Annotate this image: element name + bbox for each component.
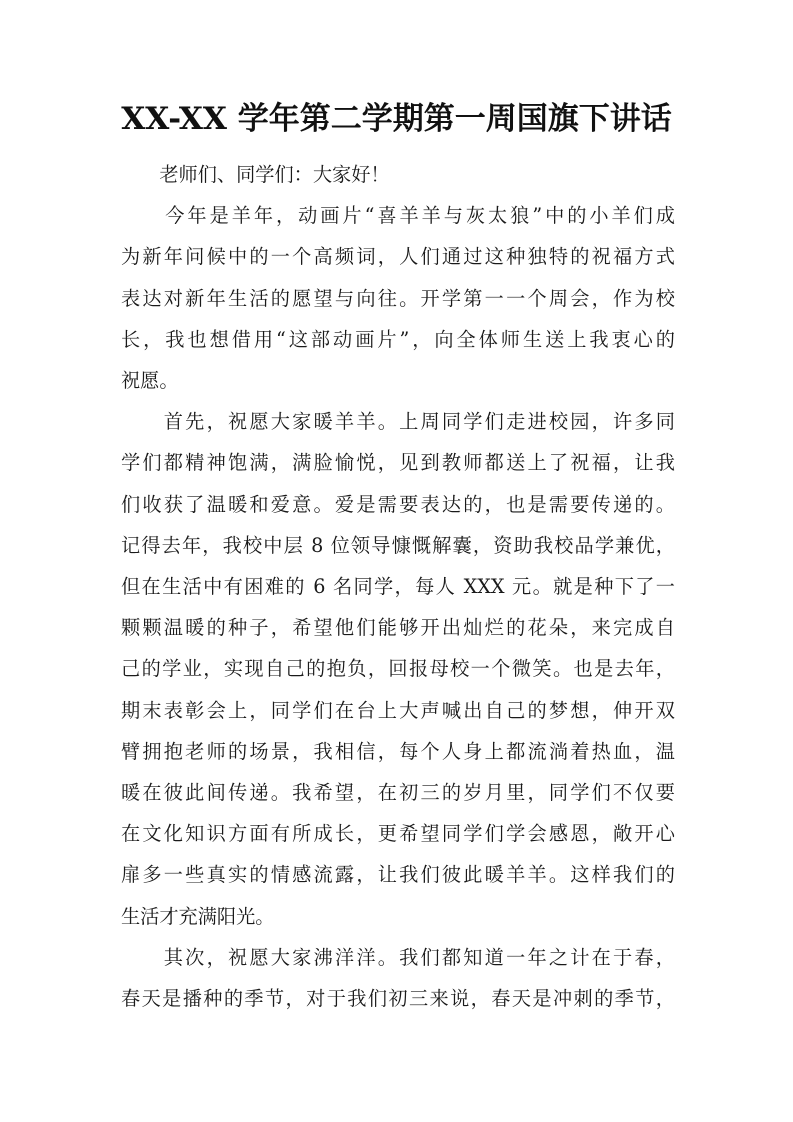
text-line: 暖在彼此间传递。我希望，在初三的岁月里，同学们不仅要 [121, 781, 675, 805]
text-line: 期末表彰会上，同学们在台上大声喊出自己的梦想，伸开双 [121, 698, 675, 722]
paragraph-second-wish [121, 937, 675, 1019]
paragraph-first-wish [121, 401, 675, 937]
paragraph-greeting [121, 154, 675, 195]
text-line: 们收获了温暖和爱意。爱是需要表达的，也是需要传递的。 [121, 492, 675, 516]
text-line: 生活才充满阳光。 [121, 904, 275, 928]
text-line: 己的学业，实现自己的抱负，回报母校一个微笑。也是去年， [121, 657, 675, 681]
page-title: XX-XX 学年第二学期第一周国旗下讲话 [121, 101, 672, 137]
text-line: 祝愿。 [121, 369, 179, 393]
text-line: 扉多一些真实的情感流露，让我们彼此暖羊羊。这样我们的 [121, 863, 675, 887]
text-line: 颗颗温暖的种子，希望他们能够开出灿烂的花朵，来完成自 [121, 616, 675, 640]
text-line: 老师们、同学们：大家好！ [121, 163, 390, 186]
text-line: 记得去年，我校中层 8 位领导慷慨解囊，资助我校品学兼优， [121, 533, 675, 557]
text-line: 学们都精神饱满，满脸愉悦，见到教师都送上了祝福，让我 [121, 451, 675, 475]
text-line: 表达对新年生活的愿望与向往。开学第一一个周会，作为校 [121, 286, 675, 310]
text-line: 首先，祝愿大家暖羊羊。上周同学们走进校园，许多同 [121, 410, 675, 434]
text-line: 其次，祝愿大家沸洋洋。我们都知道一年之计在于春， [121, 945, 675, 969]
text-line: 为新年问候中的一个高频词，人们通过这种独特的祝福方式 [121, 245, 675, 269]
text-line: 臂拥抱老师的场景，我相信，每个人身上都流淌着热血，温 [121, 739, 675, 763]
text-line: 今年是羊年，动画片“喜羊羊与灰太狼”中的小羊们成 [121, 204, 675, 228]
text-line: 春天是播种的季节，对于我们初三来说，春天是冲刺的季节， [121, 987, 675, 1011]
text-line: 长，我也想借用“这部动画片”，向全体师生送上我衷心的 [121, 327, 675, 351]
text-line: 但在生活中有困难的 6 名同学，每人 XXX 元。就是种下了一 [121, 575, 675, 599]
paragraph-intro [121, 195, 675, 401]
text-line: 在文化知识方面有所成长，更希望同学们学会感恩，敞开心 [121, 822, 675, 846]
document-body [121, 154, 675, 1019]
